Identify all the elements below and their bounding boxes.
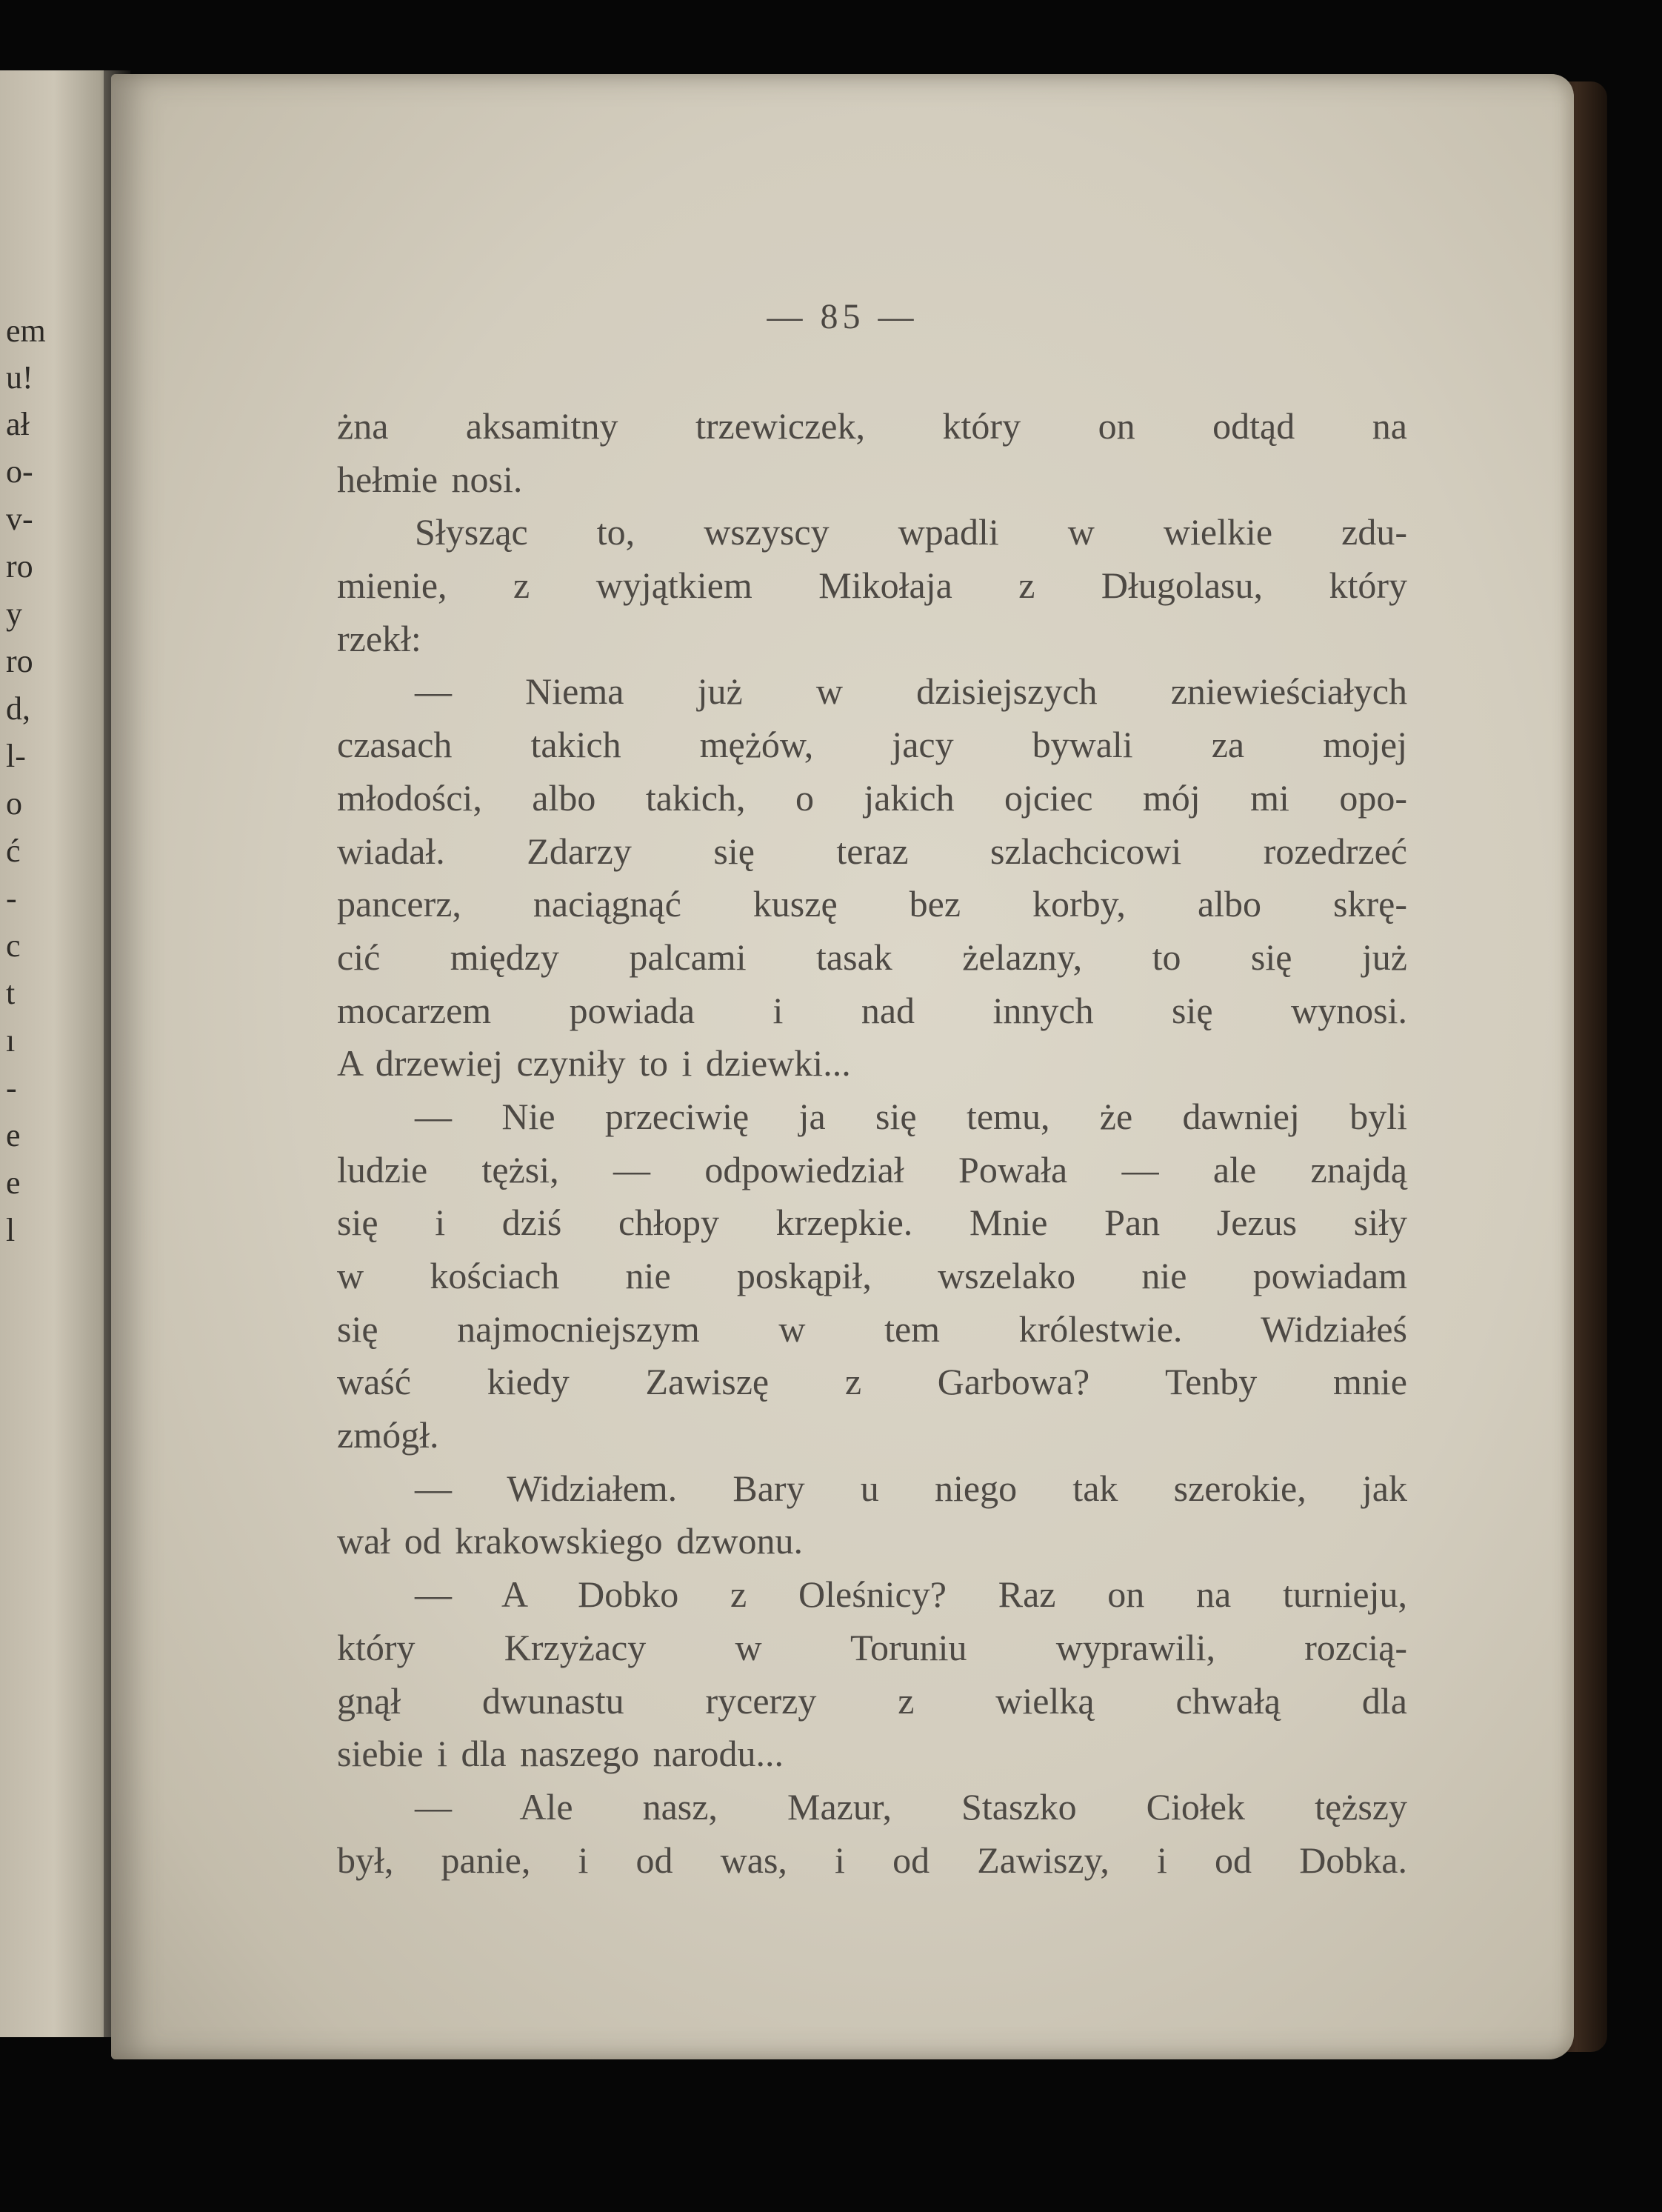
text-line: wiadał. Zdarzy się teraz szlachcicowi rozedrzeć	[337, 830, 1407, 872]
previous-page-fragment: l	[6, 1212, 16, 1248]
text-line: gnął dwunastu rycerzy z wielką chwałą dla	[337, 1679, 1407, 1722]
text-line: młodości, albo takich, o jakich ojciec mój mi opo-	[337, 776, 1407, 819]
previous-page-fragment: ı	[6, 1022, 16, 1059]
text-line: wał od krakowskiego dzwonu.	[337, 1520, 803, 1562]
text-line: się najmocniejszym w tem królestwie. Widziałeś	[337, 1307, 1407, 1350]
book-page	[111, 74, 1574, 2059]
page-body-text	[337, 400, 1407, 1887]
previous-page-fragment: t	[6, 975, 16, 1011]
text-line: zmógł.	[337, 1414, 439, 1456]
text-line: rzekł:	[337, 617, 421, 659]
text-line: czasach takich mężów, jacy bywali za mojej	[337, 724, 1407, 766]
text-line: A drzewiej czyniły to i dziewki...	[337, 1042, 851, 1085]
text-line: Słysząc to, wszyscy wpadli w wielkie zdu-	[415, 511, 1407, 553]
previous-page-fragment: l-	[6, 738, 26, 774]
text-line: hełmie nosi.	[337, 458, 523, 500]
previous-page-fragment: -	[6, 880, 17, 916]
previous-page-fragment: u!	[6, 359, 33, 396]
text-line: waść kiedy Zawiszę z Garbowa? Tenby mnie	[337, 1361, 1407, 1403]
previous-page-fragment: o	[6, 785, 22, 822]
text-line: cić między palcami tasak żelazny, to się już	[337, 936, 1407, 978]
text-line: — A Dobko z Oleśnicy? Raz on na turnieju,	[415, 1573, 1407, 1616]
text-line: w kościach nie poskąpił, wszelako nie powiadam	[337, 1255, 1407, 1296]
previous-page-fragment: ał	[6, 406, 30, 442]
text-line: pancerz, naciągnąć kuszę bez korby, albo skrę-	[337, 883, 1407, 925]
text-line: się i dziś chłopy krzepkie. Mnie Pan Jezus siły	[337, 1202, 1407, 1244]
previous-page-fragment: o-	[6, 453, 33, 490]
text-line: siebie i dla naszego narodu...	[337, 1733, 784, 1775]
previous-page-fragment: e	[6, 1117, 21, 1153]
text-line: — Nie przeciwię ja się temu, że dawniej byli	[415, 1095, 1407, 1137]
previous-page-fragment: d,	[6, 690, 30, 727]
text-line: — Widziałem. Bary u niego tak szerokie, jak	[415, 1467, 1407, 1509]
previous-page-fragment: ć	[6, 833, 21, 869]
text-line: — Ale nasz, Mazur, Staszko Ciołek tęższy	[415, 1785, 1407, 1828]
text-line: mocarzem powiada i nad innych się wynosi.	[337, 989, 1407, 1031]
previous-page-fragment: em	[6, 313, 46, 349]
text-line: żna aksamitny trzewiczek, który on odtąd na	[337, 405, 1407, 447]
previous-page-fragment: ro	[6, 643, 33, 679]
previous-page-fragment: e	[6, 1165, 21, 1201]
previous-page-fragment: y	[6, 596, 22, 632]
previous-page-fragment: ro	[6, 548, 33, 584]
previous-page-fragment: -	[6, 1070, 17, 1106]
previous-page-fragment: c	[6, 927, 21, 964]
text-line: mienie, z wyjątkiem Mikołaja z Długolasu, który	[337, 564, 1407, 607]
previous-page-fragment: v-	[6, 501, 33, 537]
text-line: był, panie, i od was, i od Zawiszy, i od Dobka.	[337, 1839, 1407, 1881]
text-line: ludzie tężsi, — odpowiedział Powała — ale znajdą	[337, 1148, 1407, 1190]
text-line: który Krzyżacy w Toruniu wyprawili, rozcią-	[337, 1626, 1407, 1668]
text-line: — Niema już w dzisiejszych zniewieściałych	[415, 670, 1407, 713]
page-number: — 85 —	[767, 297, 918, 336]
